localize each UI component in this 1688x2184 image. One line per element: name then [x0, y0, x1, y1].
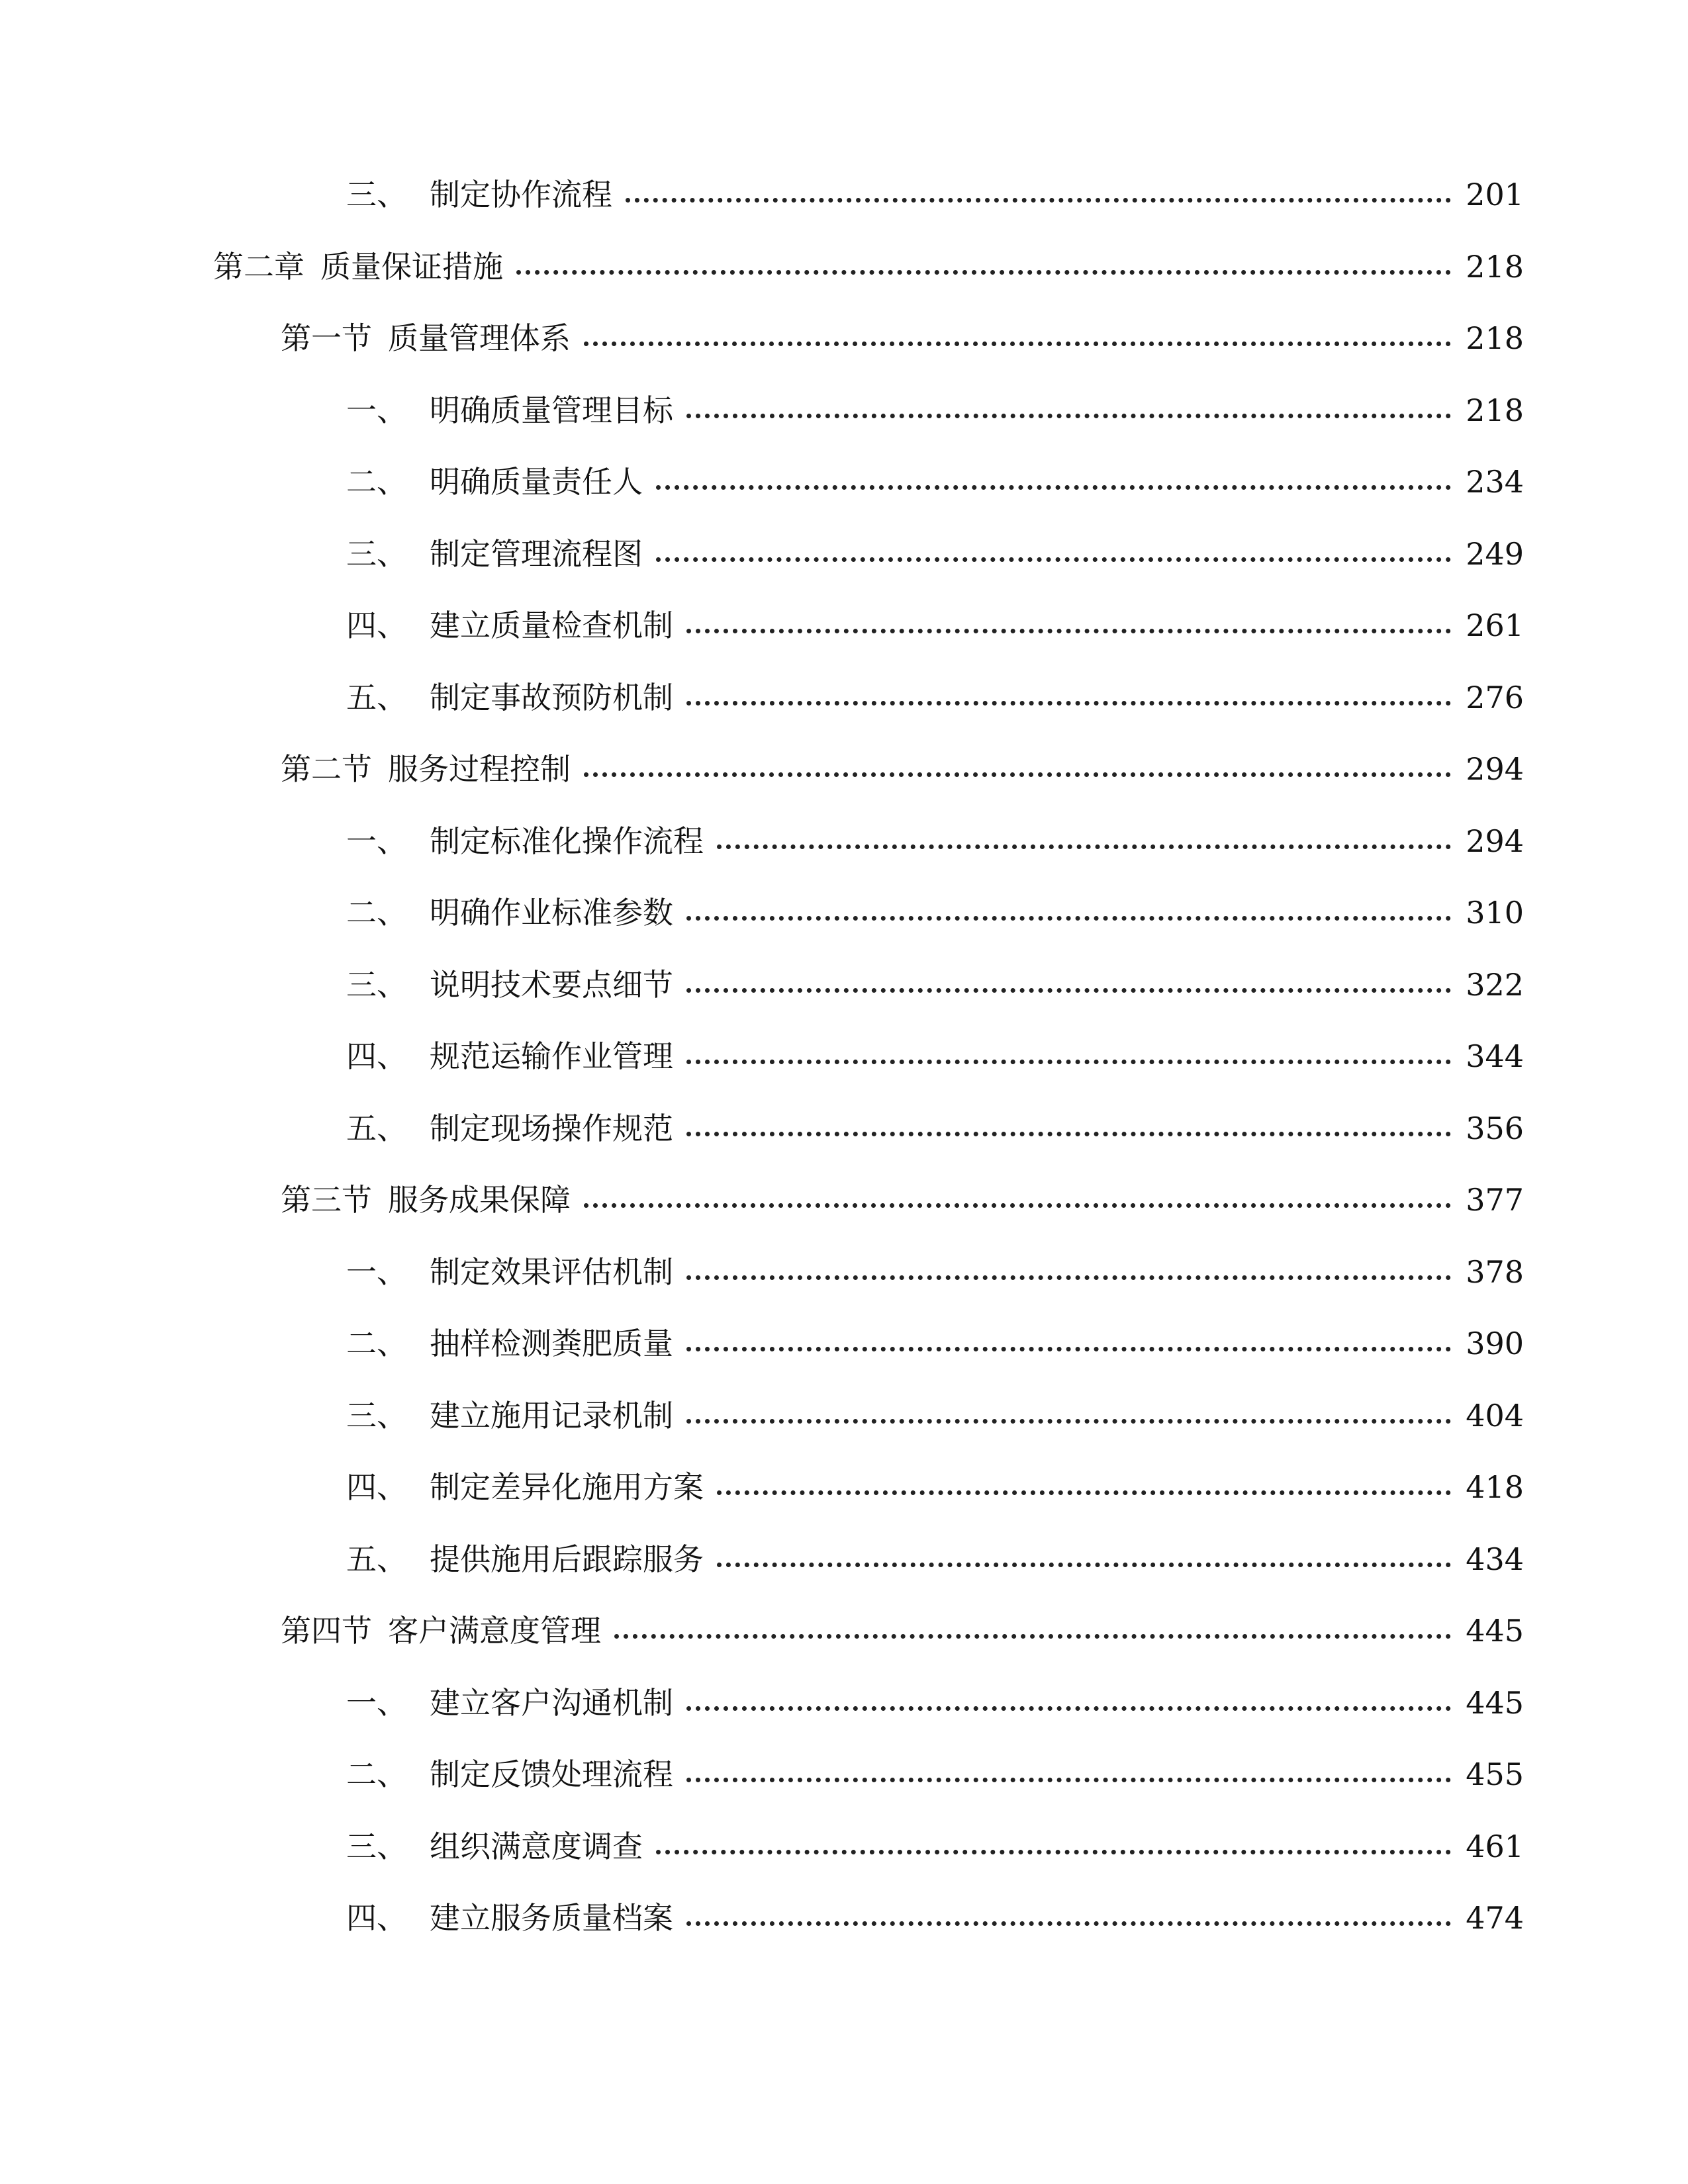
- toc-entry-number: 一、: [346, 392, 407, 428]
- toc-entry-title: 制定协作流程: [430, 177, 612, 212]
- toc-entry-number: 四、: [346, 1900, 407, 1936]
- toc-entry[interactable]: [346, 1105, 1524, 1152]
- dot-leader: [686, 988, 1451, 993]
- toc-entry-page-number: 310: [1466, 895, 1524, 931]
- toc-entry-page-number: 418: [1466, 1469, 1524, 1505]
- toc-entry-page-number: 234: [1466, 464, 1524, 500]
- toc-entry[interactable]: [346, 531, 1524, 577]
- toc-entry[interactable]: [346, 818, 1524, 864]
- toc-entry-number: 四、: [346, 608, 407, 643]
- toc-entry-page-number: 434: [1466, 1541, 1524, 1577]
- toc-entry[interactable]: [346, 459, 1524, 505]
- toc-entry[interactable]: [346, 1680, 1524, 1726]
- toc-entry-page-number: 218: [1466, 249, 1524, 285]
- dot-leader: [516, 270, 1451, 275]
- toc-entry-title: 建立施用记录机制: [430, 1398, 673, 1433]
- toc-entry-number: 三、: [346, 1398, 407, 1433]
- toc-entry-title: 提供施用后跟踪服务: [430, 1541, 704, 1577]
- toc-entry[interactable]: [346, 1320, 1524, 1367]
- toc-entry-title: 明确质量责任人: [430, 464, 643, 500]
- toc-entry[interactable]: [281, 315, 1524, 361]
- toc-entry-number: 一、: [346, 823, 407, 859]
- dot-leader: [656, 557, 1451, 562]
- toc-entry-number: 四、: [346, 1038, 407, 1074]
- dot-leader: [584, 341, 1451, 346]
- toc-entry[interactable]: [213, 244, 1524, 290]
- dot-leader: [717, 844, 1451, 849]
- toc-entry-number: 五、: [346, 1111, 407, 1146]
- toc-entry-page-number: 218: [1466, 392, 1524, 428]
- toc-entry[interactable]: [346, 1033, 1524, 1079]
- toc-entry[interactable]: [281, 1177, 1524, 1223]
- dot-leader: [584, 772, 1451, 777]
- toc-entry-title: 建立客户沟通机制: [430, 1685, 673, 1721]
- toc-entry-number: 三、: [346, 1829, 407, 1864]
- toc-entry-page-number: 249: [1466, 536, 1524, 572]
- toc-entry-page-number: 356: [1466, 1111, 1524, 1146]
- dot-leader: [686, 1778, 1451, 1782]
- toc-entry-page-number: 344: [1466, 1038, 1524, 1074]
- dot-leader: [686, 414, 1451, 418]
- dot-leader: [686, 916, 1451, 921]
- dot-leader: [686, 1706, 1451, 1711]
- toc-entry-page-number: 294: [1466, 823, 1524, 859]
- toc-entry[interactable]: [346, 1249, 1524, 1295]
- toc-entry-number: 三、: [346, 536, 407, 572]
- toc-entry-title: 制定反馈处理流程: [430, 1756, 673, 1792]
- toc-entry-page-number: 218: [1466, 320, 1524, 356]
- dot-leader: [686, 629, 1451, 633]
- toc-entry-number: 二、: [346, 1326, 407, 1361]
- toc-entry-page-number: 276: [1466, 680, 1524, 715]
- toc-entry-number: 一、: [346, 1254, 407, 1290]
- toc-entry-page-number: 461: [1466, 1829, 1524, 1864]
- dot-leader: [686, 701, 1451, 705]
- toc-entry-title: 组织满意度调查: [430, 1829, 643, 1864]
- toc-entry-number: 三、: [346, 967, 407, 1003]
- toc-entry-number: 二、: [346, 895, 407, 931]
- toc-entry-number: 第二节: [281, 751, 372, 787]
- dot-leader: [686, 1347, 1451, 1351]
- dot-leader: [686, 1060, 1451, 1064]
- dot-leader: [686, 1921, 1451, 1926]
- dot-leader: [614, 1634, 1451, 1639]
- toc-entry-page-number: 294: [1466, 751, 1524, 787]
- dot-leader: [656, 1850, 1451, 1854]
- toc-entry-page-number: 261: [1466, 608, 1524, 643]
- toc-entry-title: 制定管理流程图: [430, 536, 643, 572]
- toc-entry-page-number: 377: [1466, 1182, 1524, 1218]
- toc-entry-page-number: 455: [1466, 1756, 1524, 1792]
- toc-entry[interactable]: [346, 1464, 1524, 1510]
- toc-entry-page-number: 474: [1466, 1900, 1524, 1936]
- toc-entry-title: 明确作业标准参数: [430, 895, 673, 931]
- dot-leader: [717, 1563, 1451, 1567]
- dot-leader: [584, 1203, 1451, 1208]
- toc-entry-title: 制定现场操作规范: [430, 1111, 673, 1146]
- toc-entry[interactable]: [346, 1751, 1524, 1797]
- toc-entry-title: 服务成果保障: [388, 1182, 571, 1218]
- toc-entry-number: 五、: [346, 680, 407, 715]
- toc-entry[interactable]: [346, 1536, 1524, 1582]
- toc-entry-title: 客户满意度管理: [388, 1613, 601, 1649]
- toc-entry-title: 明确质量管理目标: [430, 392, 673, 428]
- toc-entry-number: 二、: [346, 1756, 407, 1792]
- toc-entry-number: 一、: [346, 1685, 407, 1721]
- toc-entry[interactable]: [346, 674, 1524, 721]
- toc-entry[interactable]: [281, 1608, 1524, 1654]
- toc-entry-page-number: 378: [1466, 1254, 1524, 1290]
- toc-entry-page-number: 322: [1466, 967, 1524, 1003]
- toc-entry-title: 制定差异化施用方案: [430, 1469, 704, 1505]
- toc-entry-number: 第四节: [281, 1613, 372, 1649]
- toc-entry[interactable]: [346, 889, 1524, 936]
- toc-entry[interactable]: [346, 1823, 1524, 1870]
- toc-entry-number: 第二章: [213, 249, 305, 285]
- toc-entry[interactable]: [346, 962, 1524, 1008]
- dot-leader: [686, 1275, 1451, 1280]
- toc-entry-number: 二、: [346, 464, 407, 500]
- toc-entry-title: 建立质量检查机制: [430, 608, 673, 643]
- toc-entry[interactable]: [281, 746, 1524, 792]
- toc-entry-title: 建立服务质量档案: [430, 1900, 673, 1936]
- toc-entry-number: 三、: [346, 177, 407, 212]
- dot-leader: [626, 198, 1451, 203]
- toc-entry-title: 质量管理体系: [388, 320, 571, 356]
- toc-entry-number: 四、: [346, 1469, 407, 1505]
- toc-entry-title: 制定标准化操作流程: [430, 823, 704, 859]
- dot-leader: [686, 1419, 1451, 1424]
- toc-entry-page-number: 201: [1466, 177, 1524, 212]
- toc-entry-title: 质量保证措施: [320, 249, 503, 285]
- toc-entry-page-number: 404: [1466, 1398, 1524, 1433]
- dot-leader: [656, 485, 1451, 490]
- toc-entry-title: 制定事故预防机制: [430, 680, 673, 715]
- toc-entry-title: 说明技术要点细节: [430, 967, 673, 1003]
- toc-entry[interactable]: [346, 1392, 1524, 1439]
- toc-entry[interactable]: [346, 387, 1524, 433]
- toc-entry-title: 服务过程控制: [388, 751, 571, 787]
- toc-entry-page-number: 445: [1466, 1613, 1524, 1649]
- toc-entry[interactable]: [346, 602, 1524, 649]
- toc-entry-number: 五、: [346, 1541, 407, 1577]
- dot-leader: [686, 1132, 1451, 1136]
- toc-entry-number: 第三节: [281, 1182, 372, 1218]
- dot-leader: [717, 1490, 1451, 1495]
- toc-entry[interactable]: [346, 171, 1524, 218]
- toc-entry-title: 抽样检测粪肥质量: [430, 1326, 673, 1361]
- toc-entry-page-number: 390: [1466, 1326, 1524, 1361]
- toc-entry-number: 第一节: [281, 320, 372, 356]
- toc-entry-page-number: 445: [1466, 1685, 1524, 1721]
- toc-entry-title: 制定效果评估机制: [430, 1254, 673, 1290]
- toc-entry[interactable]: [346, 1895, 1524, 1941]
- toc-entry-title: 规范运输作业管理: [430, 1038, 673, 1074]
